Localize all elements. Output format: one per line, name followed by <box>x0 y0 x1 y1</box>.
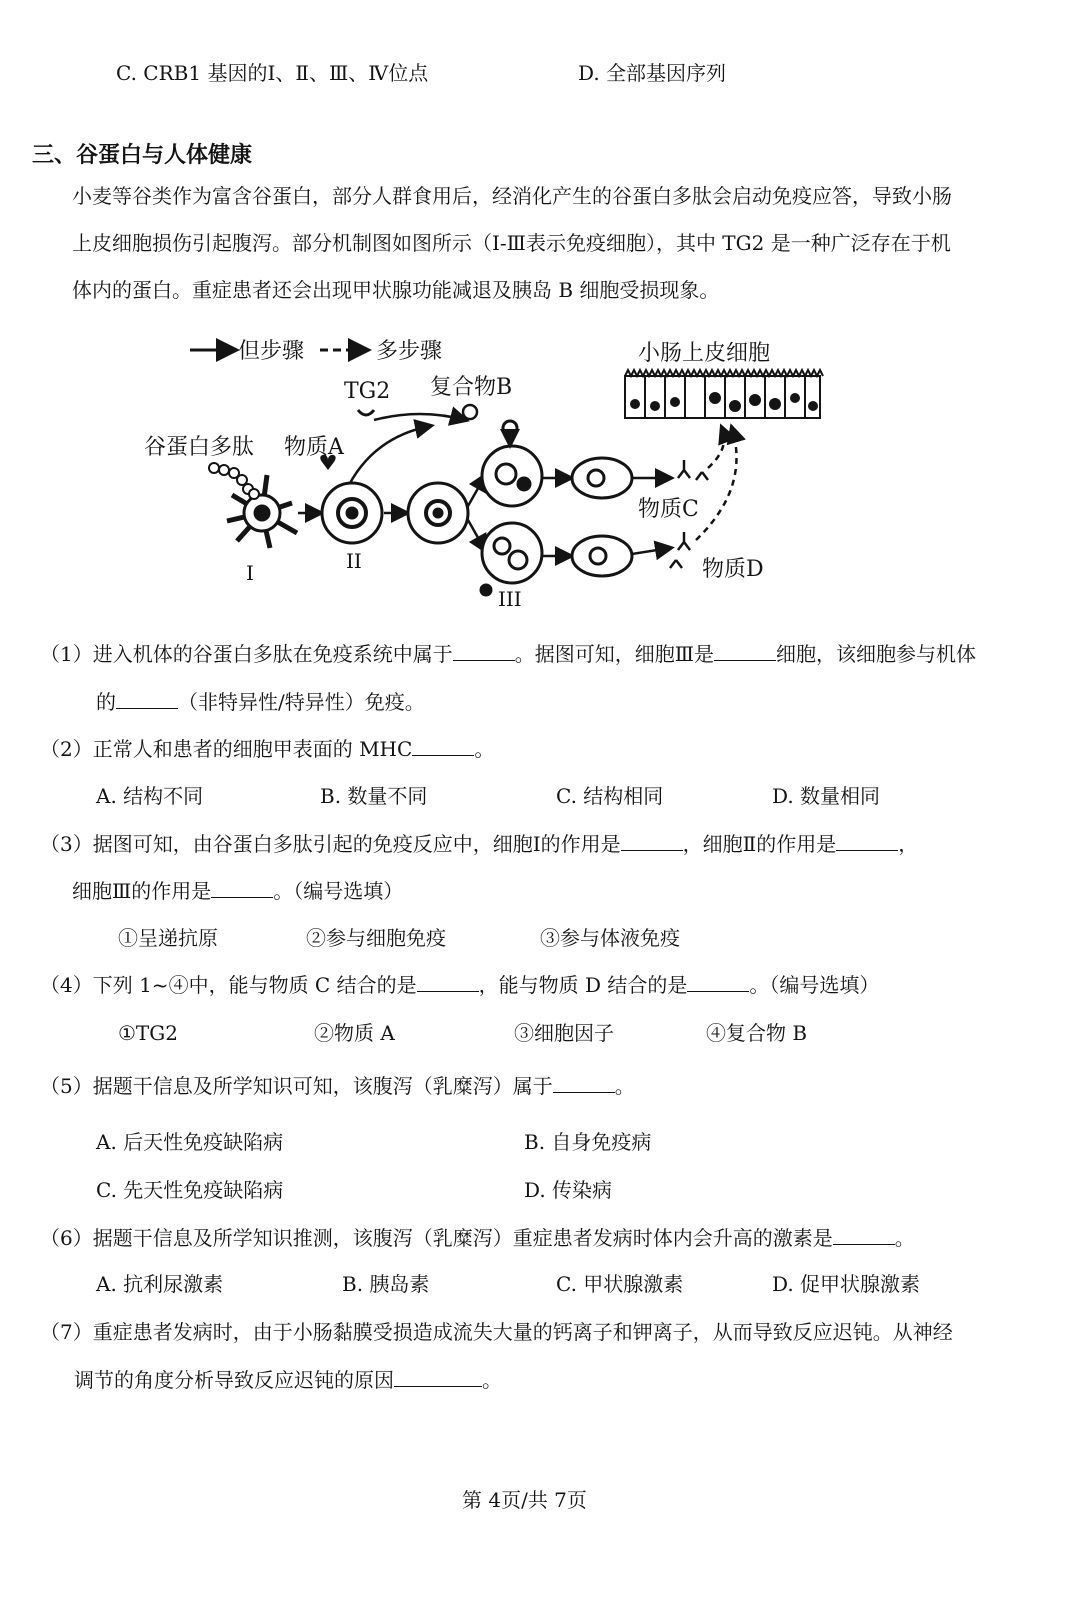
q4-stem <box>40 971 879 999</box>
q4-text-b: ，能与物质 D 结合的是 <box>478 973 688 997</box>
q1-text-c: 细胞，该细胞参与机体 <box>776 642 977 666</box>
q3-text-a: （3）据图可知，由谷蛋白多肽引起的免疫反应中，细胞Ⅰ的作用是 <box>40 832 621 856</box>
q3-option-1[interactable]: ①呈递抗原 <box>118 926 218 950</box>
cell-middle <box>408 483 468 543</box>
q3-text-d: 细胞Ⅲ的作用是 <box>72 879 212 903</box>
substance-d-shape <box>670 532 690 568</box>
cell-2-label: II <box>346 549 362 573</box>
q4-option-4[interactable]: ④复合物 B <box>706 1021 808 1045</box>
q5-text-b: 。 <box>614 1074 635 1098</box>
substance-c-shape <box>678 460 708 480</box>
q3-text-b: ，细胞Ⅱ的作用是 <box>682 832 837 856</box>
d-to-epithelium-arrow <box>696 428 737 540</box>
q4-option-3[interactable]: ③细胞因子 <box>514 1021 614 1045</box>
q1-line1 <box>40 640 976 668</box>
tg2-to-complex-arrow <box>374 414 465 420</box>
q4-blank-2[interactable] <box>687 971 749 992</box>
complex-b-label: 复合物B <box>430 375 513 400</box>
lower-output-arrow <box>632 548 670 554</box>
mechanism-figure <box>130 328 850 618</box>
substance-c-label: 物质C <box>638 497 699 522</box>
q2-stem <box>40 735 494 763</box>
q6-text-a: （6）据题干信息及所学知识推测，该腹泻（乳糜泻）重症患者发病时体内会升高的激素是 <box>40 1226 833 1250</box>
c-to-epithelium-arrow <box>708 428 724 468</box>
q3-option-3[interactable]: ③参与体液免疫 <box>540 926 680 950</box>
q5-stem <box>40 1072 635 1100</box>
q6-option-d[interactable]: D. 促甲状腺激素 <box>772 1272 921 1296</box>
q2-blank[interactable] <box>412 735 474 756</box>
q1-blank-2[interactable] <box>714 640 776 661</box>
legend-single-label: 但步骤 <box>238 339 305 364</box>
q3-blank-3[interactable] <box>211 877 273 898</box>
q5-option-b[interactable]: B. 自身免疫病 <box>524 1130 652 1154</box>
intro-line-3: 体内的蛋白。重症患者还会出现甲状腺功能减退及胰岛 B 细胞受损现象。 <box>72 278 720 302</box>
cell-upper <box>482 421 542 506</box>
q6-text-b: 。 <box>894 1226 915 1250</box>
q5-option-a[interactable]: A. 后天性免疫缺陷病 <box>96 1130 284 1154</box>
q6-blank[interactable] <box>833 1224 895 1245</box>
cell-2 <box>322 483 382 543</box>
q3-line2 <box>72 877 403 905</box>
section-title: 三、谷蛋白与人体健康 <box>32 142 253 168</box>
q3-blank-2[interactable] <box>836 830 898 851</box>
cell-1-label: I <box>246 561 254 585</box>
epithelium-cells <box>625 370 823 418</box>
effector-cell-upper <box>572 458 632 498</box>
q1-text-d: 的 <box>96 690 116 714</box>
legend-multi-label: 多步骤 <box>376 339 443 364</box>
q2-option-c[interactable]: C. 结构相同 <box>556 784 664 808</box>
q4-blank-1[interactable] <box>417 971 479 992</box>
q1-line2 <box>96 688 425 716</box>
prev-option-c: C. CRB1 基因的Ⅰ、Ⅱ、Ⅲ、Ⅳ位点 <box>116 61 429 85</box>
q3-line1 <box>40 830 918 858</box>
q4-text-c: 。（编号选填） <box>749 973 880 997</box>
cell-1-dendritic <box>227 475 297 548</box>
cell-3-label: III <box>498 587 522 611</box>
tg2-label: TG2 <box>344 379 391 404</box>
tg2-shape <box>358 410 374 415</box>
q3-text-c: ， <box>898 832 919 856</box>
q4-text-a: （4）下列 1~④中，能与物质 C 结合的是 <box>40 973 417 997</box>
q5-text-a: （5）据题干信息及所学知识可知，该腹泻（乳糜泻）属于 <box>40 1074 553 1098</box>
q2-option-d[interactable]: D. 数量相同 <box>772 784 881 808</box>
intro-line-1: 小麦等谷类作为富含谷蛋白，部分人群食用后，经消化产生的谷蛋白多肽会启动免疫应答，导致小肠 <box>72 184 952 208</box>
intro-line-2: 上皮细胞损伤引起腹泻。部分机制图如图所示（Ⅰ-Ⅲ表示免疫细胞），其中 TG2 是一种广泛存在于机 <box>72 231 951 255</box>
q7-blank[interactable] <box>394 1366 482 1387</box>
q7-line2 <box>74 1366 502 1394</box>
page-number: 第 4页/共 7页 <box>462 1488 587 1512</box>
q7-line1: （7）重症患者发病时，由于小肠黏膜受损造成流失大量的钙离子和钾离子，从而导致反应迟钝。从神经 <box>40 1320 953 1344</box>
q1-text-a: （1）进入机体的谷蛋白多肽在免疫系统中属于 <box>40 642 453 666</box>
prev-option-d: D. 全部基因序列 <box>578 61 727 85</box>
q1-text-e: （非特异性/特异性）免疫。 <box>178 690 425 714</box>
q6-option-a[interactable]: A. 抗利尿激素 <box>96 1272 224 1296</box>
complex-b-shape <box>463 405 477 419</box>
q2-text-a: （2）正常人和患者的细胞甲表面的 MHC <box>40 737 413 761</box>
q3-option-2[interactable]: ②参与细胞免疫 <box>306 926 446 950</box>
q1-blank-3[interactable] <box>116 688 178 709</box>
q4-option-1[interactable]: ①TG2 <box>118 1021 178 1045</box>
q1-blank-1[interactable] <box>453 640 515 661</box>
q7-text-b: 。 <box>482 1368 502 1392</box>
q2-option-a[interactable]: A. 结构不同 <box>96 784 204 808</box>
q6-option-c[interactable]: C. 甲状腺激素 <box>556 1272 684 1296</box>
peptide-label: 谷蛋白多肽 <box>144 435 255 460</box>
epithelium-label: 小肠上皮细胞 <box>638 341 771 366</box>
q6-option-b[interactable]: B. 胰岛素 <box>342 1272 430 1296</box>
q2-option-b[interactable]: B. 数量不同 <box>320 784 428 808</box>
q2-text-b: 。 <box>474 737 495 761</box>
q1-text-b: 。据图可知，细胞Ⅲ是 <box>514 642 715 666</box>
q6-stem <box>40 1224 915 1252</box>
q3-blank-1[interactable] <box>621 830 683 851</box>
effector-cell-lower <box>572 536 632 576</box>
q3-text-e: 。（编号选填） <box>273 879 404 903</box>
substance-a-label: 物质A <box>284 435 344 460</box>
q5-option-d[interactable]: D. 传染病 <box>524 1178 613 1202</box>
q5-option-c[interactable]: C. 先天性免疫缺陷病 <box>96 1178 284 1202</box>
substance-d-label: 物质D <box>702 557 764 582</box>
q5-blank[interactable] <box>553 1072 615 1093</box>
q7-text-a: 调节的角度分析导致反应迟钝的原因 <box>74 1368 394 1392</box>
cell-3 <box>481 523 542 595</box>
q4-option-2[interactable]: ②物质 A <box>314 1021 395 1045</box>
